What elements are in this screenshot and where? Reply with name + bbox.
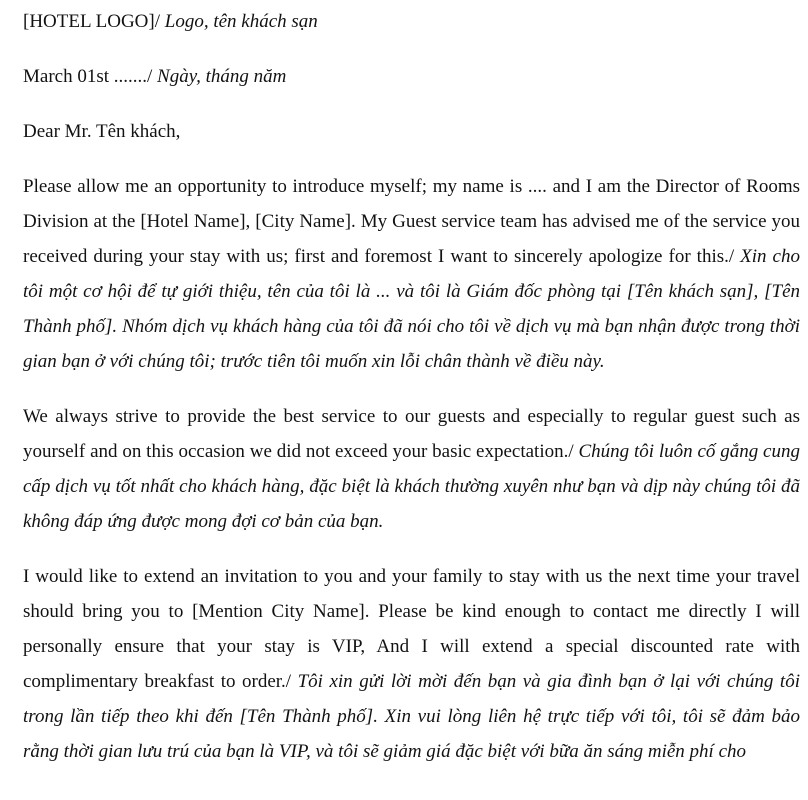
paragraph-service-commitment-en: We always strive to provide the best service to our guests and especially to regular guest such as yourself and on this occasion we did not exceed your basic expectation./ [23,406,800,462]
paragraph-service-commitment [23,399,800,539]
salutation-text: Dear Mr. Tên khách, [23,121,181,142]
date-caption-vi: Ngày, tháng năm [152,66,287,87]
date-line [23,59,800,94]
paragraph-invitation-vi: Tôi xin gửi lời mời đến bạn và gia đình bạn ở lại với chúng tôi trong lần tiếp theo khi đến [Tên Thành phố]. Xin vui lòng liên hệ trực tiếp với tôi, tôi sẽ đảm bảo rằng thời gian lưu trú của bạn là VIP, và tôi sẽ giảm giá đặc biệt với bữa ăn sáng miễn phí cho [23,671,800,762]
paragraph-intro-apology-en: Please allow me an opportunity to introduce myself; my name is .... and I am the Director of Rooms Division at the [Hotel Name], [City Name]. My Guest service team has advised me of the service you received during your stay with us; first and foremost I want to sincerely apologize for this./ [23,176,800,267]
paragraph-intro-apology [23,169,800,379]
paragraph-invitation-en: I would like to extend an invitation to you and your family to stay with us the next time your travel should bring you to [Mention City Name]. Please be kind enough to contact me directly I will personally ensure that your stay is VIP, And I will extend a special discounted rate with complimentary breakfast to order./ [23,566,800,692]
paragraph-service-commitment-vi: Chúng tôi luôn cố gắng cung cấp dịch vụ tốt nhất cho khách hàng, đặc biệt là khách thường xuyên như bạn và dịp này chúng tôi đã không đáp ứng được mong đợi cơ bản của bạn. [23,441,800,532]
hotel-logo-line [23,4,800,39]
hotel-logo-caption-vi: Logo, tên khách sạn [160,11,318,32]
paragraph-invitation [23,559,800,769]
date-value: March 01st ......./ [23,66,153,87]
salutation-line [23,114,800,149]
hotel-logo-placeholder: [HOTEL LOGO]/ [23,11,161,32]
paragraph-intro-apology-vi: Xin cho tôi một cơ hội để tự giới thiệu, tên của tôi là ... và tôi là Giám đốc phòng tại [Tên khách sạn], [Tên Thành phố]. Nhóm dịch vụ khách hàng của tôi đã nói cho tôi về dịch vụ mà bạn nhận được trong thời gian bạn ở với chúng tôi; trước tiên tôi muốn xin lỗi chân thành về điều này. [23,246,800,372]
